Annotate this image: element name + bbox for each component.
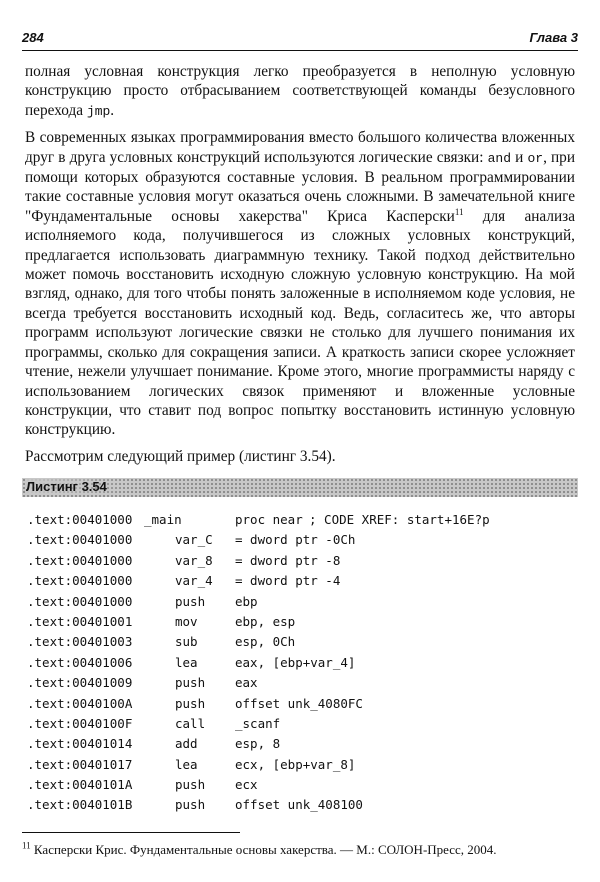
code-mnemonic: push <box>175 675 206 691</box>
code-address: .text:0040101B <box>27 797 133 813</box>
code-mnemonic: var_C <box>175 532 213 548</box>
code-address: .text:00401001 <box>27 613 133 629</box>
code-address: .text:00401017 <box>27 756 133 772</box>
code-line <box>27 775 577 795</box>
paragraph-2: В современных языках программирования вместо большого количества вложенных друг в друга условных конструкций используются логические связки: and и or, при помощи которых образуются составные условия. В реальном программировании такие составные условия могут оказаться очень сложными. В замечательной книге "Фундаментальные основы хакерства" Криса Касперски$^{11}$ для анализа исполняемого кода, получившегося из сложных условных конструкций, предлагается использовать диаграммную технику. Такой подход действительно может помочь восстановить исходную сложную условную конструкцию. На мой взгляд, однако, для того чтобы понять заложенные в исполняемом коде условия, не всегда требуется восстановить исходный код. Ведь, согласитесь же, что авторы программ используют логические связки не столько для лучшего понимания их программы, сколько для сокращения записи. А краткость записи скорее усложняет чтение, нежели улучшает понимание. Кроме этого, многие программисты наряду с использованием логических связок применяют и вложенные условные конструкции, что ставит под вопрос попытку восстановить истинную условную конструкцию. <box>25 129 576 439</box>
listing-title-bar <box>22 478 578 497</box>
paragraph-1: полная условная конструкция легко преобразуется в неполную условную конструкцию просто отбрасыванием соответствующей команды безусловного перехода jmp. <box>25 63 575 119</box>
code-operand: ebp <box>235 593 258 609</box>
code-mnemonic: var_4 <box>175 573 213 589</box>
code-line <box>27 673 577 693</box>
code-mnemonic: var_8 <box>175 552 213 568</box>
code-operand: offset unk_4080FC <box>235 695 363 711</box>
code-line <box>27 612 577 632</box>
code-operand: ebp, esp <box>235 613 296 629</box>
code-mnemonic: call <box>175 715 206 731</box>
code-listing <box>27 510 577 816</box>
code-line <box>27 632 577 652</box>
code-line <box>27 571 577 591</box>
code-operand: _scanf <box>235 715 281 731</box>
code-address: .text:00401000 <box>27 532 133 548</box>
code-operand: offset unk_408100 <box>235 797 363 813</box>
code-mnemonic: mov <box>175 613 198 629</box>
code-address: .text:0040100A <box>27 695 133 711</box>
code-mnemonic: push <box>175 695 206 711</box>
code-address: .text:00401003 <box>27 634 133 650</box>
code-mnemonic: push <box>175 777 206 793</box>
code-line <box>27 653 577 673</box>
code-mnemonic: sub <box>175 634 198 650</box>
page-number: 284 <box>22 30 44 45</box>
inline-code-or: or <box>527 150 544 166</box>
code-mnemonic: push <box>175 797 206 813</box>
code-line <box>27 592 577 612</box>
code-operand: proc near <box>235 512 303 527</box>
code-operand: ecx, [ebp+var_8] <box>235 756 356 772</box>
code-address: .text:00401014 <box>27 736 133 752</box>
footnote-number: 11 <box>22 840 31 851</box>
code-line <box>27 734 577 754</box>
code-address: .text:00401000 <box>27 512 133 527</box>
code-operand: esp, 0Ch <box>235 634 296 650</box>
code-operand: esp, 8 <box>235 736 281 752</box>
footnote <box>22 842 578 858</box>
inline-code-and: and <box>487 150 512 166</box>
code-mnemonic: lea <box>175 654 198 670</box>
code-address: .text:00401009 <box>27 675 133 691</box>
code-mnemonic: lea <box>175 756 198 772</box>
code-operand: eax, [ebp+var_4] <box>235 654 356 670</box>
code-line <box>27 551 577 571</box>
code-line <box>27 510 577 530</box>
body-text <box>25 62 575 473</box>
code-label: _main <box>144 512 182 527</box>
code-operand: eax <box>235 675 258 691</box>
code-address: .text:0040100F <box>27 715 133 731</box>
code-mnemonic: add <box>175 736 198 752</box>
code-address: .text:00401006 <box>27 654 133 670</box>
code-address: .text:0040101A <box>27 777 133 793</box>
code-operand: ecx <box>235 777 258 793</box>
code-address: .text:00401000 <box>27 573 133 589</box>
code-comment: ; CODE XREF: start+16E?p <box>309 512 490 527</box>
code-line <box>27 694 577 714</box>
running-header <box>22 30 578 50</box>
code-operand: = dword ptr -4 <box>235 573 341 589</box>
inline-code-jmp: jmp <box>86 103 111 119</box>
listing-title: Листинг 3.54 <box>26 479 129 494</box>
paragraph-3: Рассмотрим следующий пример (листинг 3.54). <box>25 447 336 465</box>
code-line <box>27 795 577 815</box>
code-line <box>27 530 577 550</box>
code-line <box>27 755 577 775</box>
header-rule <box>22 50 578 51</box>
code-mnemonic: push <box>175 593 206 609</box>
footnote-ref: 11 <box>454 206 464 217</box>
footnote-text: Касперски Крис. Фундаментальные основы хакерства. — М.: СОЛОН-Пресс, 2004. <box>33 842 497 857</box>
code-address: .text:00401000 <box>27 552 133 568</box>
code-address: .text:00401000 <box>27 593 133 609</box>
chapter-title: Глава 3 <box>529 30 578 45</box>
code-operand: = dword ptr -8 <box>235 552 341 568</box>
footnote-rule <box>22 832 240 833</box>
code-line <box>27 714 577 734</box>
code-operand: = dword ptr -0Ch <box>235 532 356 548</box>
